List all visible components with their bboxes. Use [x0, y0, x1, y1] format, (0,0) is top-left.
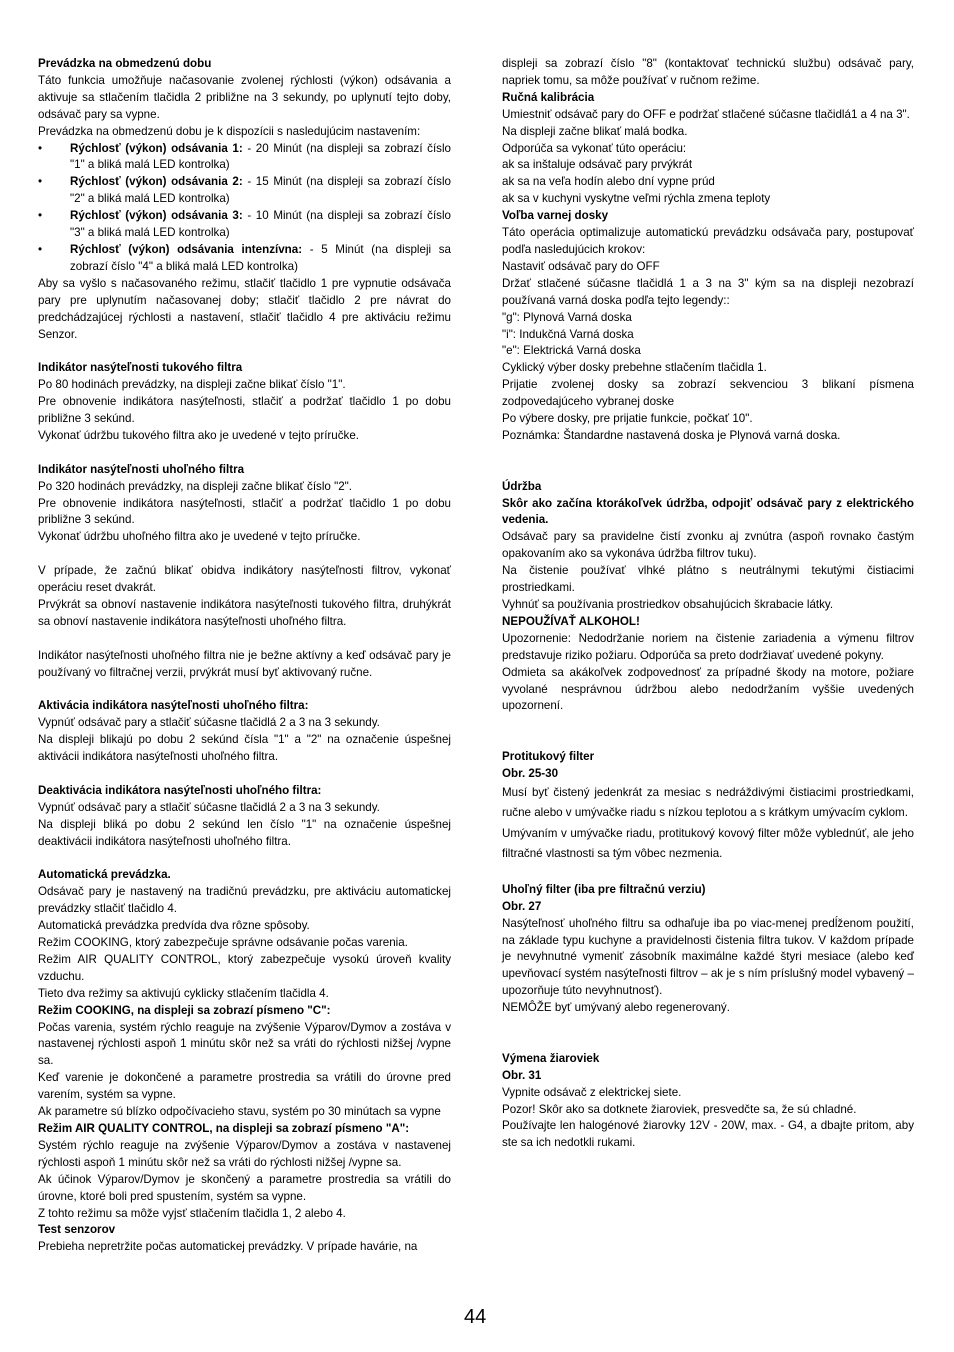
paragraph: Automatická prevádzka predvída dva rôzne spôsoby. [38, 919, 310, 933]
figure-ref: Obr. 31 [502, 1068, 542, 1082]
paragraph: Prijatie zvolenej dosky sa zobrazí sekvenciou 3 blikaní písmena zodpovedajúceho vybranej doske [502, 378, 914, 409]
paragraph: Prebieha nepretržite počas automatickej prevádzky. V prípade havárie, na [38, 1240, 418, 1254]
paragraph: Upozornenie: Nedodržanie noriem na čistenie zariadenia a výmenu filtrov predstavuje riziko požiaru. Odporúča sa preto dodržiavať uvedené pokyny. [502, 631, 914, 662]
paragraph: Režim AIR QUALITY CONTROL, ktorý zabezpečuje vysokú úroveň kvality vzduchu. [38, 952, 451, 983]
paragraph: Na displeji blikajú po dobu 2 sekúnd čísla "1" a "2" na označenie úspešnej aktivácii indikátora nasýteľnosti uhoľného filtra. [38, 733, 451, 764]
section-activation [38, 698, 451, 766]
paragraph: Nasýteľnosť uhoľného filtru sa odhaľuje iba po viac-menej predĺženom použití, na základe typu kuchyne a pravidelnosti čistenia filtra tukov. V každom prípade je nevyhnutné vymeniť zásobník maximálne každé štyri mesiace (alebo keď upevňovací systém nasýteľnosti filtrov – ak je s ním príslušný model vybavený – upozorňuje túto nevyhnutnosť). [502, 916, 914, 998]
paragraph: Cyklický výber dosky prebehne stlačením tlačidla 1. [502, 361, 767, 375]
figure-ref: Obr. 27 [502, 899, 542, 913]
section-title: Indikátor nasýteľnosti tukového filtra [38, 361, 243, 375]
paragraph: Umývaním v umývačke riadu, protitukový kovový filter môže vyblednúť, ale jeho filtračné vlastnosti sa tým vôbec nezmenia. [502, 826, 914, 861]
paragraph: Vypnúť odsávač pary a stlačiť súčasne tlačidlá 2 a 3 na 3 sekundy. [38, 800, 380, 814]
section-grease-filter-indicator [38, 360, 451, 445]
paragraph: "i": Indukčná Varná doska [502, 327, 634, 341]
section-title: Indikátor nasýteľnosti uhoľného filtra [38, 462, 245, 476]
paragraph: Ak parametre sú blízko odpočívacieho stavu, systém po 30 minútach sa vypne [38, 1105, 441, 1119]
paragraph: Umiestniť odsávač pary do OFF e podržať stlačené súčasne tlačidlá1 a 4 na 3". [502, 107, 910, 121]
section-title: Uhoľný filter (iba pre filtračnú verziu) [502, 882, 706, 896]
section-grease-filter [502, 749, 914, 865]
paragraph: Tieto dva režimy sa aktivujú cyklicky stlačením tlačidla 4. [38, 986, 329, 1000]
paragraph: Odsávač pary je nastavený na tradičnú prevádzku, pre aktiváciu automatickej prevádzky stlačiť tlačidlo 4. [38, 885, 451, 916]
paragraph: Ak účinok Výparov/Dymov je skončený a parametre prostredia sa vrátili do úrovne, ktoré boli pred spustením, systém sa vypne. [38, 1172, 451, 1203]
section-maintenance [502, 479, 914, 716]
warning-text: Skôr ako začína ktorákoľvek údržba, odpojiť odsávač pary z elektrického vedenia. [502, 496, 914, 527]
paragraph: Na displeji bliká po dobu 2 sekúnd len číslo "1" na označenie úspešnej deaktivácii indikátora nasýteľnosti uhoľného filtra. [38, 817, 451, 848]
paragraph: displeji sa zobrazí číslo "8" (kontaktovať technickú službu) odsávač pary, napriek tomu, sa môže používať v ručnom režime. [502, 57, 914, 87]
paragraph: Pre obnovenie indikátora nasýteľnosti, stlačiť a podržať tlačidlo 1 po dobu približne 3 sekúnd. [38, 395, 451, 426]
paragraph: Prevádzka na obmedzenú dobu je k dispozícii s nasledujúcim nastavením: [38, 124, 421, 138]
paragraph: Z tohto režimu sa môže vyjsť stlačením tlačidla 1, 2 alebo 4. [38, 1206, 346, 1220]
section-title: Údržba [502, 479, 542, 493]
paragraph: ak sa na veľa hodín alebo dní vypne prúd [502, 175, 715, 189]
section-calibration-hob [502, 56, 914, 445]
paragraph: Vyhnúť sa používania prostriedkov obsahujúcich škrabacie látky. [502, 597, 834, 611]
paragraph: Vypnúť odsávač pary a stlačiť súčasne tlačidlá 2 a 3 na 3 sekundy. [38, 716, 380, 730]
left-column [38, 56, 451, 1256]
paragraph: Odsávač pary sa pravidelne čistí zvonku aj zvnútra (aspoň rovnako častým opakovaním ako sa vykonáva údržba filtrov tuku). [502, 530, 914, 561]
paragraph: V prípade, že začnú blikať obidva indikátory nasýteľnosti filtrov, vykonať operáciu reset dvakrát. [38, 564, 451, 595]
list-item: • Rýchlosť (výkon) odsávania 2: - 15 Minút (na displeji sa zobrazí číslo "2" a bliká malá LED kontrolka) [38, 174, 451, 208]
list-item: • Rýchlosť (výkon) odsávania 3: - 10 Minút (na displeji sa zobrazí číslo "3" a bliká malá LED kontrolka) [38, 208, 451, 242]
paragraph: Používajte len halogénové žiarovky 12V - 20W, max. - G4, a dbajte pritom, aby ste sa ich nedotkli rukami. [502, 1119, 914, 1150]
section-carbon-filter [502, 882, 914, 1017]
list-item: • Rýchlosť (výkon) odsávania intenzívna: - 5 Minút (na displeji sa zobrazí číslo "4" a bliká malá LED kontrolka) [38, 242, 451, 276]
paragraph: Nastaviť odsávač pary do OFF [502, 259, 660, 273]
paragraph: Odmieta sa akákoľvek zodpovednosť za prípadné škody na motore, požiare vyvolané nesprávnou údržbou alebo nedodržaním vyššie uvedených upozornení. [502, 665, 914, 713]
paragraph: Po 80 hodinách prevádzky, na displeji začne blikať číslo "1". [38, 378, 346, 392]
paragraph: Pozor! Skôr ako sa dotknete žiaroviek, presvedčte sa, že sú chladné. [502, 1102, 857, 1116]
paragraph: Vypnite odsávač z elektrickej siete. [502, 1085, 682, 1099]
section-title: Prevádzka na obmedzenú dobu [38, 57, 212, 70]
section-carbon-filter-indicator [38, 462, 451, 547]
section-carbon-note [38, 648, 451, 682]
section-timed-operation [38, 56, 451, 343]
paragraph: Prvýkrát sa obnoví nastavenie indikátora nasýteľnosti tukového filtra, druhýkrát sa obnoví nastavenie indikátora nasýteľnosti uhoľného filtra. [38, 597, 451, 628]
paragraph: Keď varenie je dokončené a parametre prostredia sa vrátili do úrovne pred varením, systém sa vypne. [38, 1071, 451, 1102]
paragraph: ak sa v kuchyni vyskytne veľmi rýchla zmena teploty [502, 192, 771, 206]
section-title: Aktivácia indikátora nasýteľnosti uhoľného filtra: [38, 699, 309, 713]
paragraph: ak sa inštaluje odsávač pary prvýkrát [502, 158, 693, 172]
paragraph: Systém rýchlo reaguje na zvýšenie Výparov/Dymov a zostáva v nastavenej rýchlosti aspoň 1 minútu skôr než sa vráti do rýchlosti nižšej /vypne sa. [38, 1138, 451, 1169]
section-deactivation [38, 783, 451, 851]
paragraph: Na čistenie používať vlhké plátno s neutrálnymi tekutými čistiacimi prostriedkami. [502, 564, 914, 595]
section-title: Ručná kalibrácia [502, 90, 595, 104]
paragraph: Táto operácia optimalizuje automatickú prevádzku odsávača pary, postupovať podľa nasledujúcich krokov: [502, 226, 914, 256]
section-title: Výmena žiaroviek [502, 1051, 600, 1065]
subsection-title: Test senzorov [38, 1223, 116, 1237]
paragraph: Vykonať údržbu tukového filtra ako je uvedené v tejto príručke. [38, 428, 359, 442]
figure-ref: Obr. 25-30 [502, 767, 559, 780]
paragraph: "g": Plynová Varná doska [502, 310, 632, 324]
section-title: Deaktivácia indikátora nasýteľnosti uhoľného filtra: [38, 783, 322, 797]
paragraph: Na displeji začne blikať malá bodka. [502, 124, 688, 138]
paragraph: Aby sa vyšlo s načasovaného režimu, stlačiť tlačidlo 1 pre vypnutie odsávača pary pre uplynutím načasovanej doby; stlačiť tlačidlo 2 pre návrat do predchádzajúcej rýchlosti a nastavení, stlačiť tlačidlo 4 pre aktiváciu režimu Senzor. [38, 276, 451, 341]
paragraph: NEMÔŽE byť umývaný alebo regenerovaný. [502, 1001, 730, 1015]
paragraph: Vykonať údržbu uhoľného filtra ako je uvedené v tejto príručke. [38, 530, 361, 544]
paragraph: Po výbere dosky, pre prijatie funkcie, počkať 10". [502, 412, 753, 426]
section-bulb-replacement [502, 1051, 914, 1152]
paragraph: Po 320 hodinách prevádzky, na displeji začne blikať číslo "2". [38, 479, 352, 493]
section-title: Voľba varnej dosky [502, 209, 609, 223]
paragraph: Držať stlačené súčasne tlačidlá 1 a 3 na 3" kým sa na displeji nezobrazí používaná varná doska podľa tejto legendy:: [502, 276, 914, 307]
paragraph: Režim COOKING, ktorý zabezpečuje správne odsávanie počas varenia. [38, 936, 408, 950]
subsection-title: Režim AIR QUALITY CONTROL, na displeji sa zobrazí písmeno "A": [38, 1121, 410, 1135]
paragraph: Musí byť čistený jedenkrát za mesiac s nedráždivými čistiacimi prostriedkami, ručne alebo v umývačke riadu s nízkou teplotou a s krátkym umývacím cyklom. [502, 785, 914, 820]
paragraph: Indikátor nasýteľnosti uhoľného filtra nie je bežne aktívny a keď odsávač pary je používaný vo filtračnej verzii, prvýkrát musí byť aktivovaný ručne. [38, 648, 451, 679]
paragraph: Pre obnovenie indikátora nasýteľnosti, stlačiť a podržať tlačidlo 1 po dobu približne 3 sekúnd. [38, 496, 451, 527]
section-both-indicators [38, 563, 451, 631]
paragraph: Počas varenia, systém rýchlo reaguje na zvýšenie Výparov/Dymov a zostáva v nastavenej rýchlosti aspoň 1 minútu skôr než sa vráti do rýchlosti nižšej /vypne sa. [38, 1020, 451, 1068]
section-title: Protitukový filter [502, 750, 595, 764]
paragraph: "e": Elektrická Varná doska [502, 344, 641, 358]
paragraph: Odporúča sa vykonať túto operáciu: [502, 141, 687, 155]
subsection-title: Režim COOKING, na displeji sa zobrazí písmeno "C": [38, 1003, 331, 1017]
paragraph: Táto funkcia umožňuje načasovanie zvolenej rýchlosti (výkon) odsávania a aktivuje sa stlačením tlačidla 2 približne na 3 sekundy, po uplynutí tejto doby, odsávač pary sa vypne. [38, 73, 451, 121]
right-column [502, 56, 914, 1152]
paragraph: Poznámka: Štandardne nastavená doska je Plynová varná doska. [502, 428, 841, 442]
section-title: Automatická prevádzka. [38, 868, 171, 882]
speed-list [38, 141, 451, 276]
section-automatic-operation [38, 867, 451, 1256]
page-number: 44 [464, 1306, 487, 1328]
list-item: • Rýchlosť (výkon) odsávania 1: - 20 Minút (na displeji sa zobrazí číslo "1" a bliká malá LED kontrolka) [38, 141, 451, 175]
warning-text: NEPOUŽÍVAŤ ALKOHOL! [502, 614, 640, 628]
